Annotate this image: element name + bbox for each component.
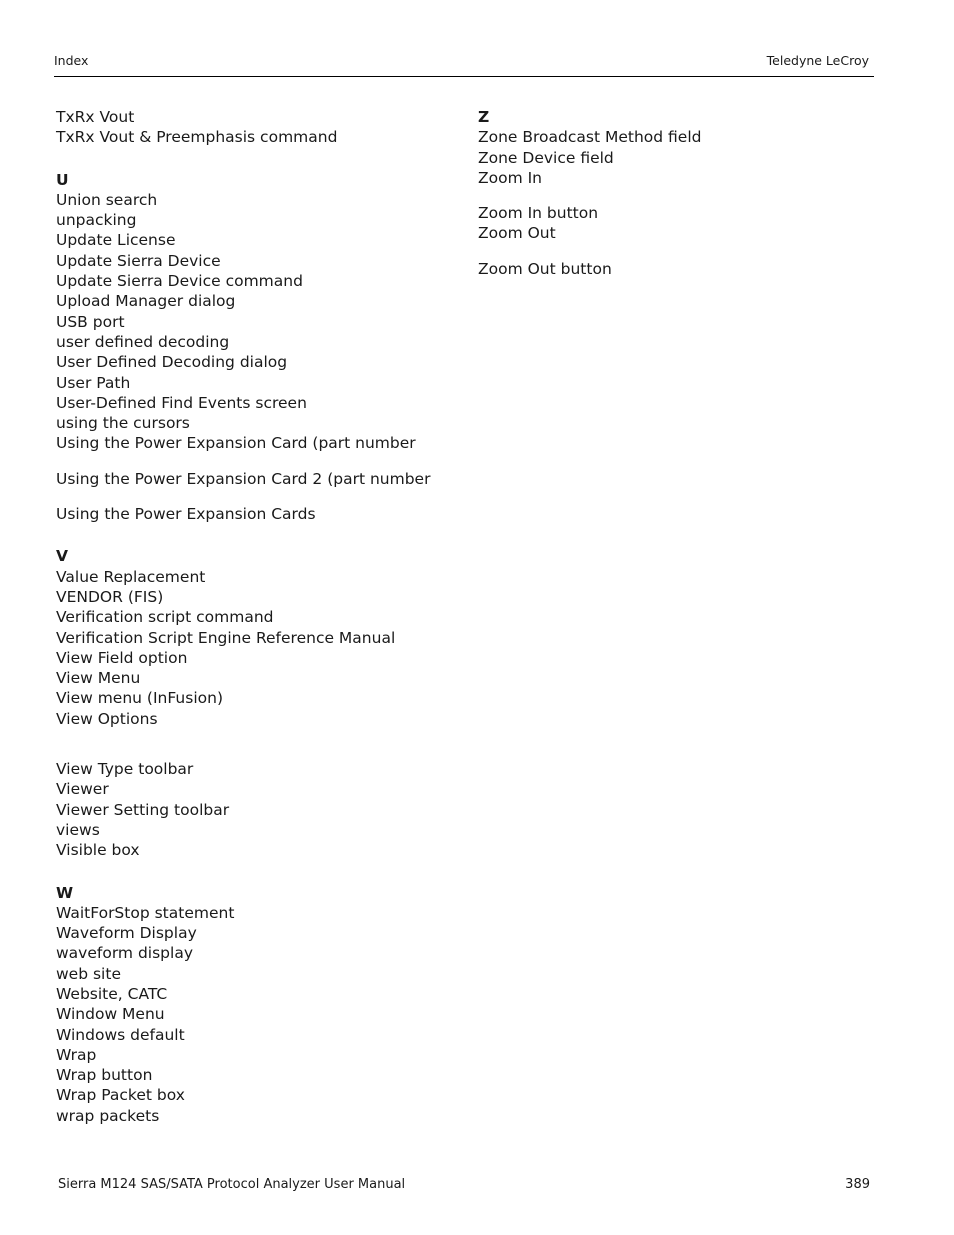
index-entry[interactable]: web site	[56, 964, 121, 983]
index-entry[interactable]: Upload Manager dialog	[56, 292, 236, 311]
index-entry[interactable]: Zoom Out button	[478, 259, 612, 278]
index-letter-heading: Z	[478, 108, 490, 126]
page-header	[54, 52, 874, 77]
index-entry[interactable]: View Type toolbar	[56, 760, 194, 779]
index-entry[interactable]: using the cursors	[56, 414, 190, 433]
index-entry[interactable]: Visible box	[56, 841, 140, 860]
index-entry[interactable]: TxRx Vout & Preemphasis command	[56, 128, 338, 147]
index-entry[interactable]: Wrap	[56, 1045, 97, 1064]
index-entry[interactable]: Zoom In button	[478, 204, 599, 223]
index-entry[interactable]: Verification Script Engine Reference Manual	[56, 628, 396, 647]
index-entry[interactable]: Wrap button	[56, 1066, 153, 1085]
index-entry[interactable]: Viewer	[56, 780, 109, 799]
index-entry[interactable]: Zoom Out	[478, 224, 556, 243]
index-entry[interactable]: View menu (InFusion)	[56, 689, 223, 708]
index-entry[interactable]: User Defined Decoding dialog	[56, 353, 288, 372]
index-entry[interactable]: Waveform Display	[56, 924, 197, 943]
header-section-title: Index	[54, 53, 89, 68]
header-company-name: Teledyne LeCroy	[766, 53, 869, 68]
index-entry[interactable]: USB port	[56, 312, 125, 331]
index-entry[interactable]: User Path	[56, 373, 131, 392]
index-entry[interactable]: waveform display	[56, 944, 193, 963]
index-entry[interactable]: Update License	[56, 231, 176, 250]
index-entry[interactable]: views	[56, 820, 100, 839]
index-column-left	[56, 107, 456, 1126]
index-entry[interactable]: Verification script command	[56, 608, 274, 627]
footer-manual-title: Sierra M124 SAS/SATA Protocol Analyzer User Manual	[58, 1177, 406, 1192]
index-entry[interactable]: Zone Broadcast Method field	[478, 128, 702, 147]
index-entry[interactable]: View Menu	[56, 669, 141, 688]
index-entry[interactable]: Value Replacement	[56, 567, 206, 586]
index-entry[interactable]: wrap packets	[56, 1106, 160, 1125]
index-entry[interactable]: User-Defined Find Events screen	[56, 393, 307, 412]
index-entry[interactable]: user defined decoding	[56, 332, 230, 351]
index-letter-heading: V	[56, 547, 68, 566]
index-entry[interactable]: Using the Power Expansion Card (part number	[56, 434, 416, 453]
index-entry[interactable]: Windows default	[56, 1025, 185, 1044]
index-entry[interactable]: Using the Power Expansion Cards	[56, 505, 316, 524]
index-entry[interactable]: Update Sierra Device	[56, 251, 221, 270]
index-entry[interactable]: Update Sierra Device command	[56, 272, 303, 291]
index-entry[interactable]: View Field option	[56, 648, 188, 667]
index-entry[interactable]: Window Menu	[56, 1005, 165, 1024]
footer-page-number: 389	[845, 1177, 870, 1192]
index-entry[interactable]: Viewer Setting toolbar	[56, 800, 230, 819]
index-entry[interactable]: View Options	[56, 709, 158, 728]
index-entry[interactable]: Zone Device field	[478, 148, 614, 167]
index-entry[interactable]: Website, CATC	[56, 984, 168, 1003]
index-entry[interactable]: VENDOR (FIS)	[56, 587, 164, 606]
index-entry[interactable]: Zoom In	[478, 168, 543, 187]
index-entry[interactable]: TxRx Vout	[56, 108, 135, 126]
index-letter-heading: U	[56, 170, 69, 189]
index-entry[interactable]: Union search	[56, 190, 158, 209]
index-entry[interactable]: Using the Power Expansion Card 2 (part number	[56, 469, 431, 488]
index-entry[interactable]: WaitForStop statement	[56, 903, 235, 922]
index-letter-heading: W	[56, 883, 74, 902]
index-entry[interactable]: unpacking	[56, 211, 137, 230]
index-column-right	[478, 107, 878, 279]
index-entry[interactable]: Wrap Packet box	[56, 1086, 185, 1105]
